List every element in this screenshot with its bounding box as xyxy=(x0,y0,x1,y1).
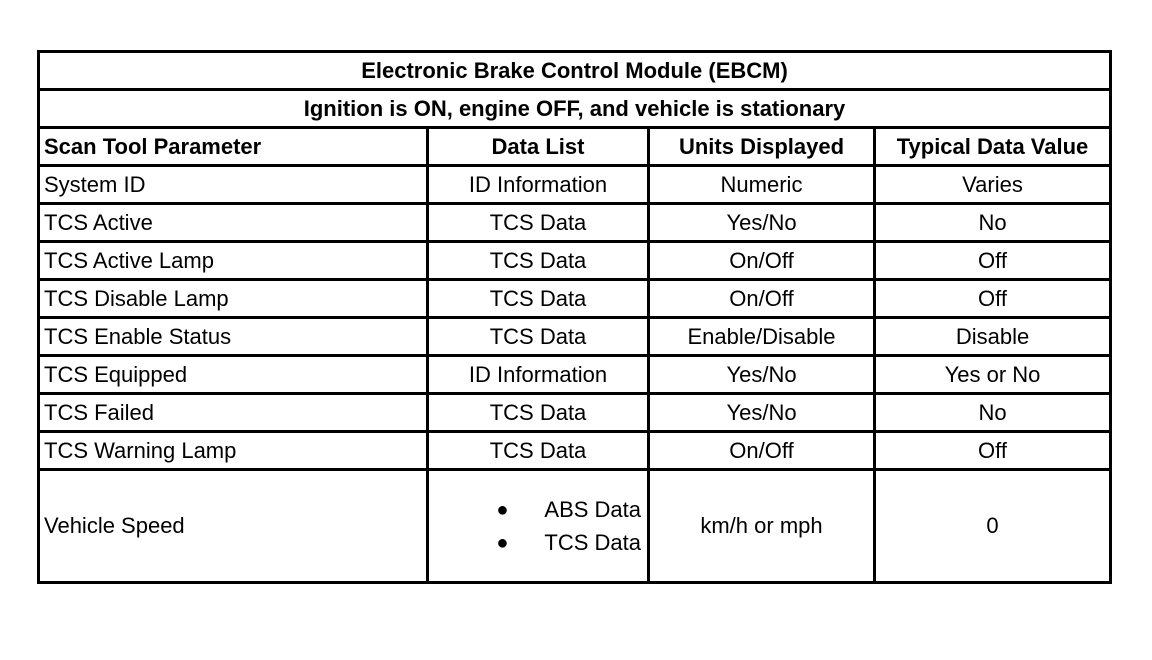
list-item-label: TCS Data xyxy=(544,529,641,555)
data-list-cell: TCS Data xyxy=(428,242,649,280)
data-list-cell: TCS Data xyxy=(428,204,649,242)
header-units-displayed: Units Displayed xyxy=(649,128,875,166)
table-title-row xyxy=(39,52,1111,90)
data-list-cell: TCS Data xyxy=(428,280,649,318)
data-list-cell: TCS Data xyxy=(428,432,649,470)
value-cell: Off xyxy=(875,432,1111,470)
table-row xyxy=(39,242,1111,280)
value-cell: Off xyxy=(875,242,1111,280)
param-cell: TCS Active Lamp xyxy=(39,242,428,280)
value-cell: Disable xyxy=(875,318,1111,356)
table-row xyxy=(39,204,1111,242)
param-cell: Vehicle Speed xyxy=(39,470,428,583)
units-cell: Yes/No xyxy=(649,356,875,394)
data-list-cell: TCS Data xyxy=(428,394,649,432)
param-cell: System ID xyxy=(39,166,428,204)
data-list-cell xyxy=(428,470,649,583)
data-list-bullets xyxy=(490,493,641,559)
units-cell: Numeric xyxy=(649,166,875,204)
header-data-list: Data List xyxy=(428,128,649,166)
table-row xyxy=(39,166,1111,204)
units-cell: On/Off xyxy=(649,242,875,280)
param-cell: TCS Active xyxy=(39,204,428,242)
data-list-cell: ID Information xyxy=(428,356,649,394)
table-row xyxy=(39,470,1111,583)
param-cell: TCS Warning Lamp xyxy=(39,432,428,470)
units-cell: Yes/No xyxy=(649,394,875,432)
header-typical-data-value: Typical Data Value xyxy=(875,128,1111,166)
units-cell: On/Off xyxy=(649,280,875,318)
table-subtitle: Ignition is ON, engine OFF, and vehicle is stationary xyxy=(39,90,1111,128)
value-cell: No xyxy=(875,204,1111,242)
units-cell: Enable/Disable xyxy=(649,318,875,356)
table-title: Electronic Brake Control Module (EBCM) xyxy=(39,52,1111,90)
value-cell: 0 xyxy=(875,470,1111,583)
table-subtitle-row xyxy=(39,90,1111,128)
param-cell: TCS Disable Lamp xyxy=(39,280,428,318)
units-cell: On/Off xyxy=(649,432,875,470)
table-row xyxy=(39,432,1111,470)
list-item xyxy=(490,493,641,526)
param-cell: TCS Equipped xyxy=(39,356,428,394)
data-list-cell: TCS Data xyxy=(428,318,649,356)
param-cell: TCS Enable Status xyxy=(39,318,428,356)
value-cell: Yes or No xyxy=(875,356,1111,394)
bullet-icon: ● xyxy=(496,531,509,554)
header-scan-tool-parameter: Scan Tool Parameter xyxy=(39,128,428,166)
table-header-row xyxy=(39,128,1111,166)
param-cell: TCS Failed xyxy=(39,394,428,432)
units-cell: km/h or mph xyxy=(649,470,875,583)
table-row xyxy=(39,394,1111,432)
value-cell: Varies xyxy=(875,166,1111,204)
data-list-cell: ID Information xyxy=(428,166,649,204)
value-cell: Off xyxy=(875,280,1111,318)
bullet-icon: ● xyxy=(496,498,509,521)
table-row xyxy=(39,318,1111,356)
ebcm-parameter-table xyxy=(37,50,1112,584)
table-row xyxy=(39,280,1111,318)
value-cell: No xyxy=(875,394,1111,432)
table-row xyxy=(39,356,1111,394)
units-cell: Yes/No xyxy=(649,204,875,242)
list-item-label: ABS Data xyxy=(544,496,641,522)
list-item xyxy=(490,526,641,559)
